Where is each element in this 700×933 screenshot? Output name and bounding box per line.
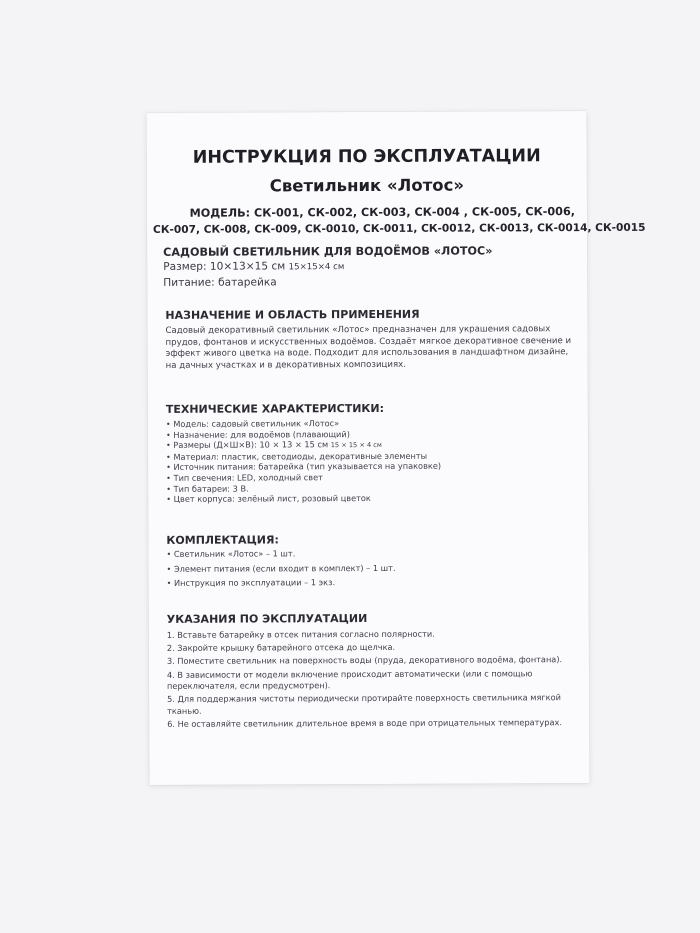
specs-heading: ТЕХНИЧЕСКИЕ ХАРАКТЕРИСТИКИ: [165, 401, 385, 416]
product-heading: САДОВЫЙ СВЕТИЛЬНИК ДЛЯ ВОДОЁМОВ «ЛОТОС» [163, 244, 493, 259]
power-line: Питание: батарейка [163, 276, 277, 289]
specs-list [166, 417, 578, 505]
usage-step: 6. Не оставляйте светильник длительное время в воде при отрицательных температурах. [167, 716, 562, 729]
usage-step: 4. В зависимости от модели включение происходит автоматически (или с помощью переключателя, если предусмотрен). [166, 667, 533, 691]
usage-heading: УКАЗАНИЯ ПО ЭКСПЛУАТАЦИИ [166, 612, 368, 626]
spec-item: • Назначение: для водоёмов (плавающий) [165, 428, 350, 440]
spec-item: • Тип батареи: 3 В. [166, 483, 249, 494]
document-title: ИНСТРУКЦИЯ ПО ЭКСПЛУАТАЦИИ [192, 146, 541, 168]
size-line [163, 260, 344, 273]
models-line-1: МОДЕЛЬ: СК-001, СК-002, СК-003, СК-004 , СК-005, СК-006, [189, 205, 575, 220]
size-label: Размер: 10×13×15 см [163, 260, 286, 273]
instruction-sheet [147, 111, 646, 785]
spec-item: • Цвет корпуса: зелёный лист, розовый цветок [166, 493, 371, 505]
spec-size-alt: 15 × 15 × 4 см [330, 441, 382, 450]
document-subtitle: Светильник «Лотос» [269, 175, 465, 196]
spec-item: • Тип свечения: LED, холодный свет [166, 472, 323, 483]
spec-size-label: • Размеры (Д×Ш×В): 10 × 13 × 15 см [165, 439, 329, 451]
usage-step: 3. Поместите светильник на поверхность воды (пруда, декоративного водоёма, фонтана). [166, 654, 563, 667]
purpose-heading: НАЗНАЧЕНИЕ И ОБЛАСТЬ ПРИМЕНЕНИЯ [165, 307, 420, 322]
kit-item: • Инструкция по эксплуатации – 1 экз. [166, 577, 336, 588]
kit-item: • Светильник «Лотос» – 1 шт. [166, 548, 296, 559]
usage-step: 5. Для поддержания чистоты периодически протирайте поверхность светильника мягкой тканью. [167, 692, 561, 716]
kit-list [166, 545, 578, 590]
spec-item: • Материал: пластик, светодиоды, декоративные элементы [166, 450, 428, 462]
kit-heading: КОМПЛЕКТАЦИЯ: [166, 533, 279, 547]
usage-step: 2. Закройте крышку батарейного отсека до щелчка. [166, 642, 396, 654]
size-alt: 15×15×4 см [288, 262, 345, 273]
spec-item: • Источник питания: батарейка (тип указывается на упаковке) [166, 461, 442, 473]
kit-item: • Элемент питания (если входит в комплект) – 1 шт. [166, 562, 396, 574]
models-line-2: СК-007, СК-008, СК-009, СК-0010, СК-0011, СК-0012, СК-0013, СК-0014, СК-0015 [153, 221, 646, 236]
usage-step: 1. Вставьте батарейку в отсек питания согласно полярности. [166, 628, 435, 640]
spec-item: • Модель: садовый светильник «Лотос» [165, 418, 340, 429]
usage-steps [167, 628, 579, 732]
purpose-text: Садовый декоративный светильник «Лотос» предназначен для украшения садовых прудов, фонтанов и искусственных водоёмов. Создаёт мягкое декоративное свечение и эффект живого цветка на воде. Подходит для использования в ландшафтном дизайне, на дачных участках и в декоративных композициях. [165, 324, 572, 371]
